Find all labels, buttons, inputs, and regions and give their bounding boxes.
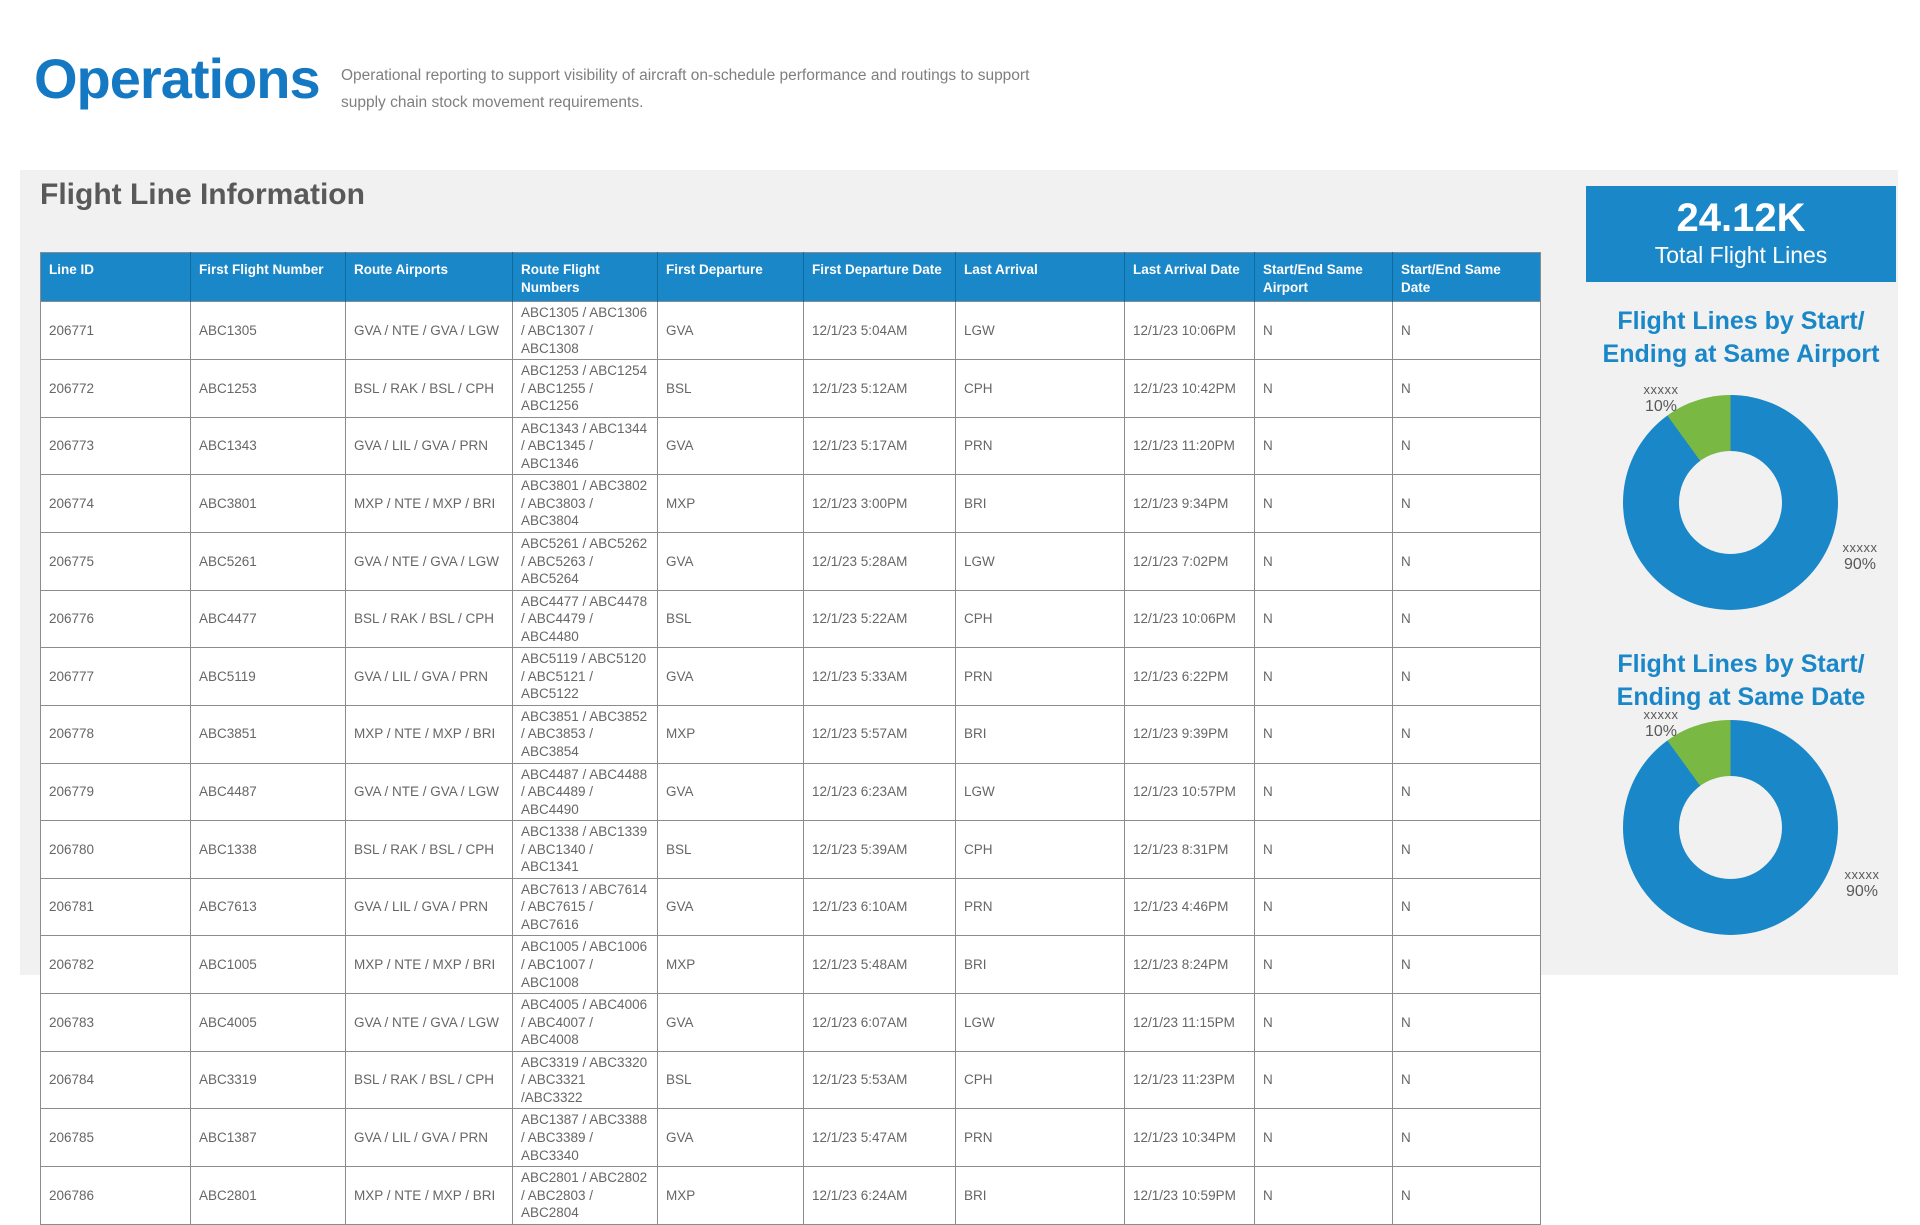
slice-category-label: xxxxx [1842, 540, 1878, 555]
table-cell: ABC3801 / ABC3802 / ABC3803 / ABC3804 [513, 475, 658, 533]
table-cell: 12/1/23 10:57PM [1125, 763, 1255, 821]
table-cell: MXP [658, 936, 804, 994]
table-row [41, 360, 1541, 418]
table-cell: N [1393, 821, 1541, 879]
table-cell: 12/1/23 6:10AM [804, 878, 956, 936]
slice-category-label: xxxxx [1844, 867, 1880, 882]
table-cell: 12/1/23 5:53AM [804, 1051, 956, 1109]
table-cell: ABC1387 [191, 1109, 346, 1167]
slice-label-minor [1616, 382, 1706, 416]
table-cell: 206780 [41, 821, 191, 879]
table-cell: N [1393, 302, 1541, 360]
table-cell: N [1255, 533, 1393, 591]
table-cell: BRI [956, 936, 1125, 994]
table-cell: ABC1253 [191, 360, 346, 418]
table-cell: ABC2801 [191, 1167, 346, 1225]
chart-title-same-airport [1566, 305, 1916, 370]
flight-line-table [40, 252, 1541, 1225]
table-cell: ABC1005 / ABC1006 / ABC1007 / ABC1008 [513, 936, 658, 994]
table-cell: PRN [956, 1109, 1125, 1167]
column-header[interactable]: First Departure Date [804, 253, 956, 302]
slice-percent-label: 10% [1644, 723, 1678, 740]
table-cell: PRN [956, 878, 1125, 936]
table-cell: 12/1/23 10:42PM [1125, 360, 1255, 418]
kpi-card [1586, 186, 1896, 282]
table-cell: CPH [956, 360, 1125, 418]
table-cell: MXP / NTE / MXP / BRI [346, 705, 513, 763]
table-cell: ABC1305 [191, 302, 346, 360]
table-row [41, 475, 1541, 533]
table-cell: MXP [658, 705, 804, 763]
column-header[interactable]: First Departure [658, 253, 804, 302]
table-cell: 12/1/23 5:48AM [804, 936, 956, 994]
table-cell: N [1255, 302, 1393, 360]
slice-category-label: xxxxx [1643, 382, 1679, 397]
table-cell: ABC3319 [191, 1051, 346, 1109]
table-cell: ABC1343 / ABC1344 / ABC1345 / ABC1346 [513, 417, 658, 475]
table-row [41, 821, 1541, 879]
table-cell: BRI [956, 705, 1125, 763]
chart-title-line: Flight Lines by Start/ [1617, 650, 1865, 678]
table-cell: N [1393, 936, 1541, 994]
kpi-label: Total Flight Lines [1654, 242, 1828, 268]
table-cell: N [1255, 360, 1393, 418]
table-cell: GVA / NTE / GVA / LGW [346, 763, 513, 821]
table-cell: N [1393, 590, 1541, 648]
page-title: Operations [34, 47, 320, 110]
table-cell: 206771 [41, 302, 191, 360]
table-cell: ABC5261 [191, 533, 346, 591]
table-cell: N [1393, 1051, 1541, 1109]
table-cell: ABC5261 / ABC5262 / ABC5263 / ABC5264 [513, 533, 658, 591]
column-header[interactable]: Route Airports [346, 253, 513, 302]
table-cell: 206774 [41, 475, 191, 533]
table-cell: N [1393, 763, 1541, 821]
column-header[interactable]: First Flight Number [191, 253, 346, 302]
table-cell: ABC4477 / ABC4478 / ABC4479 / ABC4480 [513, 590, 658, 648]
table-cell: 206782 [41, 936, 191, 994]
table-cell: N [1255, 705, 1393, 763]
table-row [41, 994, 1541, 1052]
table-cell: 206772 [41, 360, 191, 418]
table-row [41, 763, 1541, 821]
table-cell: ABC3319 / ABC3320 / ABC3321 /ABC3322 [513, 1051, 658, 1109]
table-cell: 12/1/23 7:02PM [1125, 533, 1255, 591]
table-cell: GVA / LIL / GVA / PRN [346, 648, 513, 706]
table-cell: 206776 [41, 590, 191, 648]
table-cell: MXP / NTE / MXP / BRI [346, 1167, 513, 1225]
table-cell: 12/1/23 5:39AM [804, 821, 956, 879]
table-cell: N [1255, 763, 1393, 821]
table-cell: ABC2801 / ABC2802 / ABC2803 / ABC2804 [513, 1167, 658, 1225]
table-cell: GVA / NTE / GVA / LGW [346, 994, 513, 1052]
table-cell: ABC4487 / ABC4488 / ABC4489 / ABC4490 [513, 763, 658, 821]
table-cell: GVA [658, 994, 804, 1052]
table-row [41, 590, 1541, 648]
table-cell: 12/1/23 5:47AM [804, 1109, 956, 1167]
table-cell: CPH [956, 1051, 1125, 1109]
table-cell: 12/1/23 5:57AM [804, 705, 956, 763]
table-cell: ABC7613 / ABC7614 / ABC7615 / ABC7616 [513, 878, 658, 936]
table-cell: 206779 [41, 763, 191, 821]
table-cell: ABC1387 / ABC3388 / ABC3389 / ABC3340 [513, 1109, 658, 1167]
table-cell: N [1255, 1109, 1393, 1167]
table-cell: ABC5119 / ABC5120 / ABC5121 / ABC5122 [513, 648, 658, 706]
table-cell: N [1393, 878, 1541, 936]
table-cell: 206783 [41, 994, 191, 1052]
table-cell: ABC1338 [191, 821, 346, 879]
table-cell: ABC3851 [191, 705, 346, 763]
table-cell: ABC4005 / ABC4006 / ABC4007 / ABC4008 [513, 994, 658, 1052]
table-cell: N [1255, 1051, 1393, 1109]
table-cell: 206778 [41, 705, 191, 763]
table-cell: 12/1/23 5:04AM [804, 302, 956, 360]
table-cell: 12/1/23 4:46PM [1125, 878, 1255, 936]
table-row [41, 302, 1541, 360]
table-cell: 12/1/23 11:23PM [1125, 1051, 1255, 1109]
chart-title-same-date [1566, 648, 1916, 713]
slice-percent-label: 90% [1843, 556, 1877, 573]
table-row [41, 705, 1541, 763]
chart-title-line: Ending at Same Airport [1602, 339, 1880, 368]
slice-percent-label: 90% [1845, 883, 1879, 900]
slice-category-label: xxxxx [1643, 707, 1679, 722]
table-cell: 12/1/23 5:22AM [804, 590, 956, 648]
table-cell: 206773 [41, 417, 191, 475]
table-cell: PRN [956, 648, 1125, 706]
table-row [41, 1167, 1541, 1225]
table-cell: 12/1/23 11:20PM [1125, 417, 1255, 475]
table-cell: N [1393, 994, 1541, 1052]
table-cell: N [1393, 1109, 1541, 1167]
table-cell: GVA / LIL / GVA / PRN [346, 417, 513, 475]
table-cell: BSL / RAK / BSL / CPH [346, 1051, 513, 1109]
table-cell: BSL [658, 360, 804, 418]
column-header[interactable]: Last Arrival [956, 253, 1125, 302]
table-cell: GVA / NTE / GVA / LGW [346, 533, 513, 591]
section-title: Flight Line Information [40, 178, 365, 211]
table-cell: LGW [956, 533, 1125, 591]
donut-chart-same-airport[interactable] [1623, 395, 1838, 610]
table-cell: N [1393, 533, 1541, 591]
table-cell: 12/1/23 10:06PM [1125, 590, 1255, 648]
table-cell: BSL [658, 590, 804, 648]
table-cell: 12/1/23 10:34PM [1125, 1109, 1255, 1167]
chart-title-line: Ending at Same Date [1616, 682, 1866, 711]
table-cell: 12/1/23 9:39PM [1125, 705, 1255, 763]
table-cell: ABC1253 / ABC1254 / ABC1255 / ABC1256 [513, 360, 658, 418]
table-cell: N [1255, 994, 1393, 1052]
slice-percent-label: 10% [1644, 398, 1678, 415]
table-cell: N [1255, 590, 1393, 648]
table-cell: ABC1338 / ABC1339 / ABC1340 / ABC1341 [513, 821, 658, 879]
table-cell: N [1255, 648, 1393, 706]
table-cell: GVA [658, 878, 804, 936]
report-canvas [20, 170, 1898, 1221]
table-cell: 12/1/23 9:34PM [1125, 475, 1255, 533]
table-cell: CPH [956, 590, 1125, 648]
table-cell: 206785 [41, 1109, 191, 1167]
column-header[interactable]: Line ID [41, 253, 191, 302]
table-cell: N [1393, 417, 1541, 475]
table-cell: LGW [956, 302, 1125, 360]
table-cell: PRN [956, 417, 1125, 475]
table-cell: BSL / RAK / BSL / CPH [346, 360, 513, 418]
table-cell: BRI [956, 1167, 1125, 1225]
table-cell: ABC5119 [191, 648, 346, 706]
table-cell: N [1255, 821, 1393, 879]
table-cell: GVA / LIL / GVA / PRN [346, 878, 513, 936]
table-cell: 206777 [41, 648, 191, 706]
table-cell: ABC1305 / ABC1306 / ABC1307 / ABC1308 [513, 302, 658, 360]
table-cell: MXP [658, 475, 804, 533]
table-cell: 206786 [41, 1167, 191, 1225]
table-cell: 12/1/23 6:22PM [1125, 648, 1255, 706]
table-cell: 12/1/23 5:17AM [804, 417, 956, 475]
table-cell: LGW [956, 763, 1125, 821]
table-cell: 12/1/23 8:31PM [1125, 821, 1255, 879]
table-cell: 12/1/23 6:07AM [804, 994, 956, 1052]
table-header-row [41, 253, 1541, 302]
table-cell: LGW [956, 994, 1125, 1052]
table-cell: ABC1005 [191, 936, 346, 994]
column-header[interactable]: Route Flight Numbers [513, 253, 658, 302]
column-header[interactable]: Last Arrival Date [1125, 253, 1255, 302]
table-cell: 12/1/23 11:15PM [1125, 994, 1255, 1052]
table-cell: BSL / RAK / BSL / CPH [346, 590, 513, 648]
table-cell: N [1255, 1167, 1393, 1225]
table-cell: 206781 [41, 878, 191, 936]
table-cell: N [1255, 878, 1393, 936]
table-cell: BSL / RAK / BSL / CPH [346, 821, 513, 879]
table-cell: MXP [658, 1167, 804, 1225]
slice-label-minor [1616, 707, 1706, 741]
table-cell: GVA [658, 763, 804, 821]
table-cell: N [1255, 936, 1393, 994]
table-cell: N [1255, 475, 1393, 533]
table-cell: ABC4477 [191, 590, 346, 648]
chart-title-line: Flight Lines by Start/ [1617, 307, 1865, 335]
table-row [41, 1051, 1541, 1109]
column-header[interactable]: Start/End Same Date [1393, 253, 1541, 302]
table-cell: N [1393, 648, 1541, 706]
table-cell: GVA [658, 417, 804, 475]
table-cell: ABC3851 / ABC3852 / ABC3853 / ABC3854 [513, 705, 658, 763]
table-cell: MXP / NTE / MXP / BRI [346, 936, 513, 994]
slice-label-major [1810, 540, 1910, 574]
table-cell: MXP / NTE / MXP / BRI [346, 475, 513, 533]
table-cell: CPH [956, 821, 1125, 879]
table-cell: GVA / LIL / GVA / PRN [346, 1109, 513, 1167]
table-cell: BRI [956, 475, 1125, 533]
table-cell: BSL [658, 821, 804, 879]
table-cell: ABC7613 [191, 878, 346, 936]
column-header[interactable]: Start/End Same Airport [1255, 253, 1393, 302]
table-cell: 12/1/23 10:06PM [1125, 302, 1255, 360]
table-cell: BSL [658, 1051, 804, 1109]
table-cell: 12/1/23 5:28AM [804, 533, 956, 591]
table-cell: 12/1/23 5:33AM [804, 648, 956, 706]
table-row [41, 1109, 1541, 1167]
table-row [41, 878, 1541, 936]
table-cell: 12/1/23 10:59PM [1125, 1167, 1255, 1225]
table-cell: N [1393, 360, 1541, 418]
table-cell: ABC3801 [191, 475, 346, 533]
table-cell: 12/1/23 5:12AM [804, 360, 956, 418]
slice-label-major [1812, 867, 1912, 901]
table-cell: GVA / NTE / GVA / LGW [346, 302, 513, 360]
table-row [41, 417, 1541, 475]
table-cell: N [1393, 705, 1541, 763]
table-cell: GVA [658, 302, 804, 360]
table-row [41, 936, 1541, 994]
table-cell: 12/1/23 8:24PM [1125, 936, 1255, 994]
table-cell: ABC1343 [191, 417, 346, 475]
table-cell: N [1393, 475, 1541, 533]
table-cell: ABC4005 [191, 994, 346, 1052]
table-row [41, 648, 1541, 706]
table-cell: 206775 [41, 533, 191, 591]
table-row [41, 533, 1541, 591]
kpi-value: 24.12K [1676, 196, 1806, 240]
table-cell: 12/1/23 6:23AM [804, 763, 956, 821]
table-cell: GVA [658, 533, 804, 591]
table-cell: N [1255, 417, 1393, 475]
page-description: Operational reporting to support visibility of aircraft on-schedule performance and routings to support supply chain stock movement requirements. [341, 67, 1030, 112]
table-cell: 12/1/23 3:00PM [804, 475, 956, 533]
table-cell: 12/1/23 6:24AM [804, 1167, 956, 1225]
table-cell: GVA [658, 648, 804, 706]
table-cell: GVA [658, 1109, 804, 1167]
table-cell: N [1393, 1167, 1541, 1225]
donut-chart-same-date[interactable] [1623, 720, 1838, 935]
table-cell: 206784 [41, 1051, 191, 1109]
table-cell: ABC4487 [191, 763, 346, 821]
